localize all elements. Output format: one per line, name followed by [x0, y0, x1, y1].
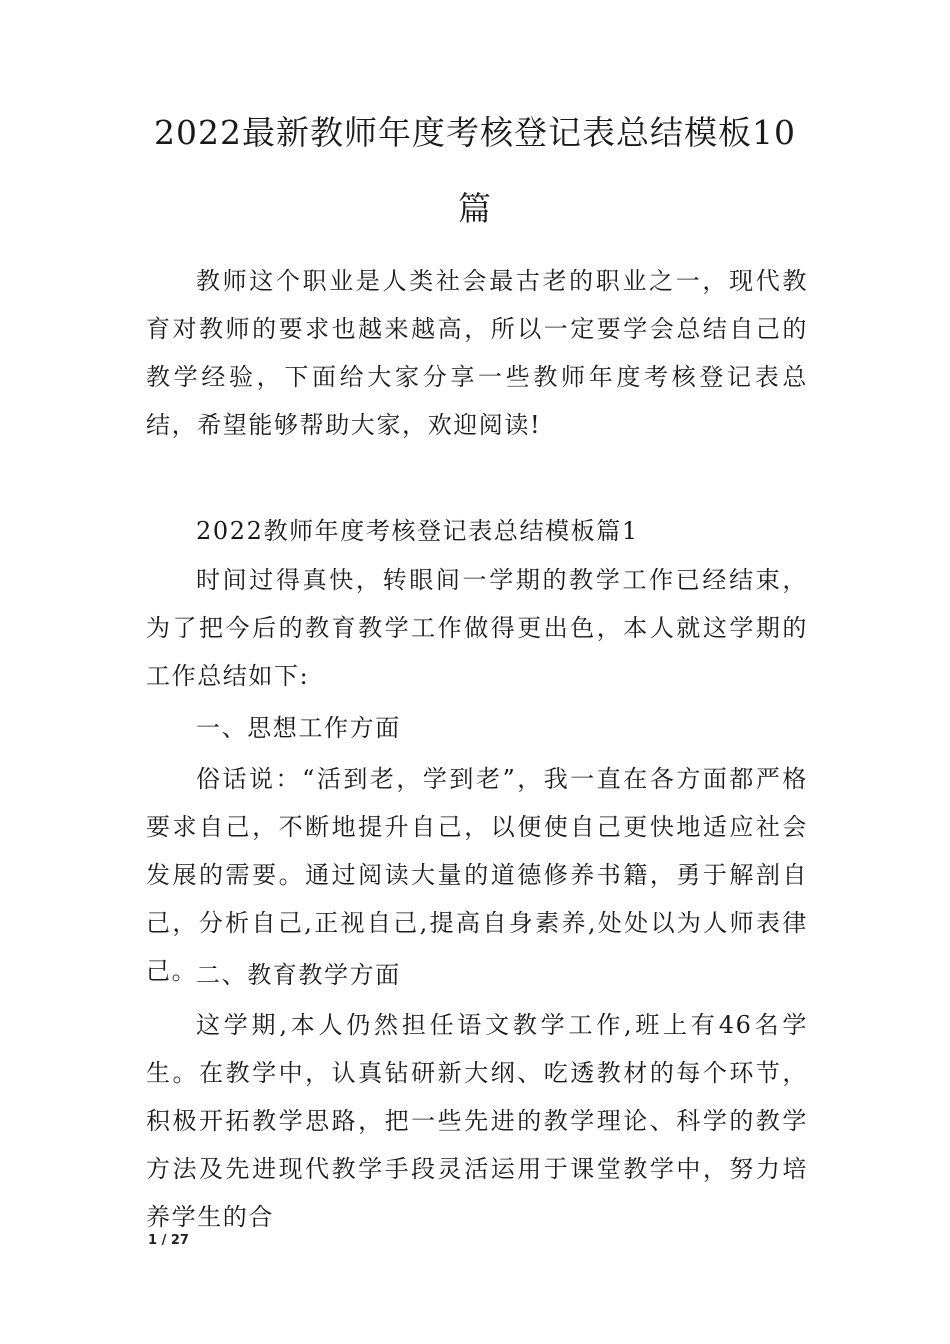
paragraph-3: 这学期,本人仍然担任语文教学工作,班上有46名学生。在教学中，认真钻研新大纲、吃透教材的每个环节，积极开拓教学思路，把一些先进的教学理论、科学的教学方法及先进现代教学手段灵活运用于课堂教学中，努力培养学生的合: [146, 1011, 808, 1231]
heading-thought-work: 一、思想工作方面: [196, 714, 401, 742]
heading-teaching: 二、教育教学方面: [196, 961, 401, 989]
page-indicator: 1 / 27: [148, 1233, 189, 1248]
document-title-line1: 2022最新教师年度考核登记表总结模板10: [154, 113, 796, 152]
paragraph-1: 时间过得真快，转眼间一学期的教学工作已经结束，为了把今后的教育教学工作做得更出色，本人就这学期的工作总结如下:: [146, 566, 808, 690]
intro-paragraph: 教师这个职业是人类社会最古老的职业之一，现代教育对教师的要求也越来越高，所以一定要学会总结自己的教学经验，下面给大家分享一些教师年度考核登记表总结，希望能够帮助大家，欢迎阅读!: [146, 267, 808, 439]
section-title: 2022教师年度考核登记表总结模板篇1: [196, 517, 639, 545]
paragraph-2: 俗话说：“活到老，学到老”，我一直在各方面都严格要求自己，不断地提升自己，以便使自己更快地适应社会发展的需要。通过阅读大量的道德修养书籍，勇于解剖自己，分析自己,正视自己,提高自身素养,处处以为人师表律己。: [146, 765, 808, 985]
document-title-line2: 篇: [458, 189, 492, 228]
